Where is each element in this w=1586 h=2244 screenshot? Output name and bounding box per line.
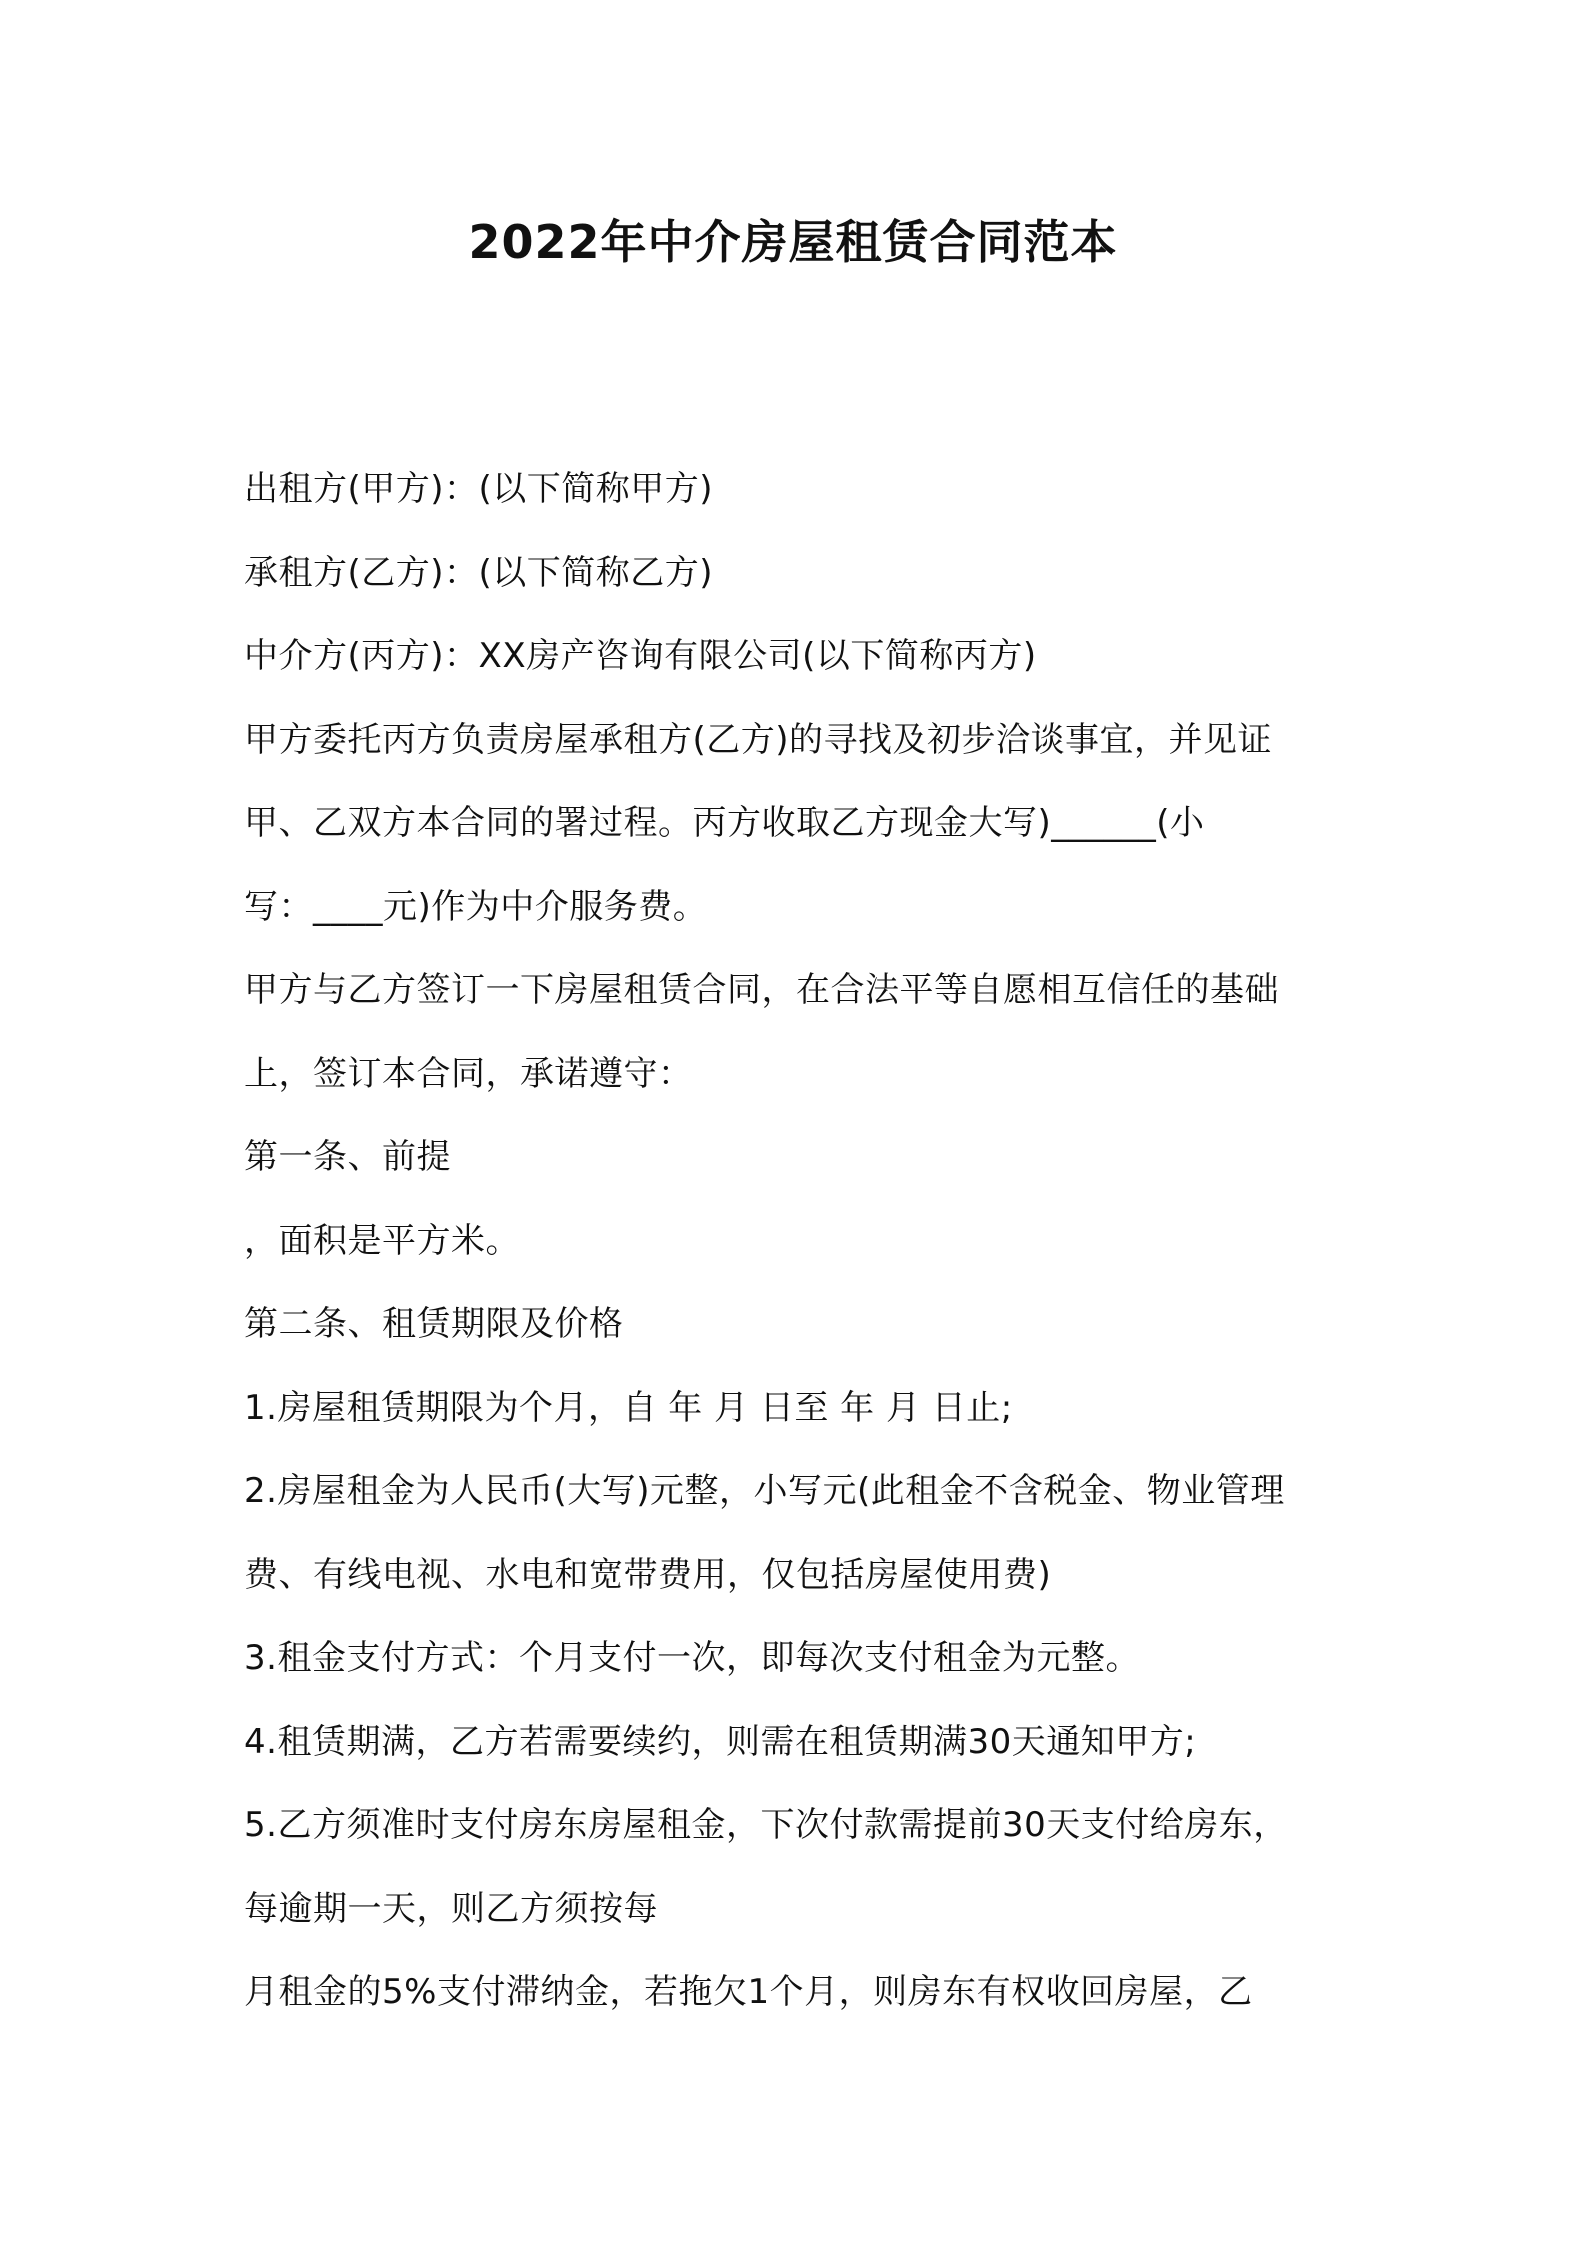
- clause-line: 5.乙方须准时支付房东房屋租金，下次付款需提前30天支付给房东，: [244, 1805, 1288, 1845]
- paragraph-line: 甲方与乙方签订一下房屋租赁合同，在合法平等自愿相互信任的基础: [244, 970, 1279, 1010]
- clause-line: 3.租金支付方式：个月支付一次，即每次支付租金为元整。: [244, 1638, 1140, 1678]
- paragraph-line: 甲、乙双方本合同的署过程。丙方收取乙方现金大写)______(小: [244, 803, 1205, 843]
- line-lessee: 承租方(乙方)：(以下简称乙方): [244, 552, 714, 593]
- clause-line: 2.房屋租金为人民币(大写)元整，小写元(此租金不含税金、物业管理: [244, 1471, 1285, 1511]
- line-agent: 中介方(丙方)：XX房产咨询有限公司(以下简称丙方): [244, 636, 1037, 676]
- paragraph-line: ，面积是平方米。: [244, 1220, 520, 1261]
- article-heading-1: 第一条、前提: [244, 1137, 451, 1177]
- clause-line: 月租金的5%支付滞纳金，若拖欠1个月，则房东有权收回房屋，乙: [244, 1972, 1253, 2012]
- document-body: [244, 448, 1364, 2035]
- paragraph-line: 上，签订本合同，承诺遵守：: [244, 1053, 693, 1094]
- article-heading-2: 第二条、租赁期限及价格: [244, 1304, 624, 1344]
- clause-line: 4.租赁期满，乙方若需要续约，则需在租赁期满30天通知甲方;: [244, 1721, 1197, 1762]
- document-title: 2022年中介房屋租赁合同范本: [468, 215, 1118, 269]
- clause-line: 费、有线电视、水电和宽带费用，仅包括房屋使用费): [244, 1554, 1052, 1595]
- paragraph-line: 甲方委托丙方负责房屋承租方(乙方)的寻找及初步洽谈事宜，并见证: [244, 719, 1273, 760]
- line-lessor: 出租方(甲方)：(以下简称甲方): [244, 469, 714, 509]
- clause-line: 1.房屋租赁期限为个月，自 年 月 日至 年 月 日止;: [244, 1387, 1013, 1428]
- clause-line: 每逾期一天，则乙方须按每: [244, 1888, 658, 1929]
- paragraph-line: 写：____元)作为中介服务费。: [244, 886, 708, 927]
